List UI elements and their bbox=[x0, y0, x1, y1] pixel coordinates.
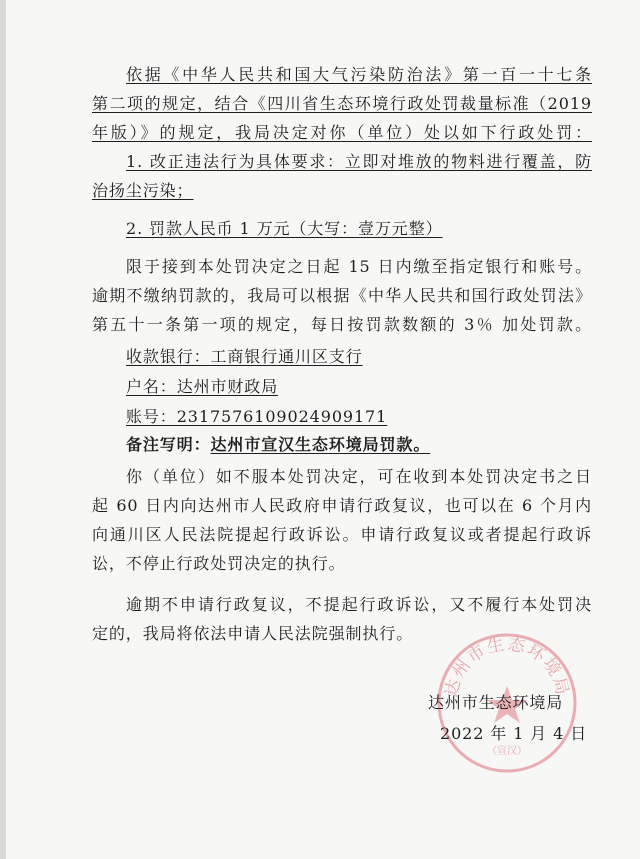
basis-text-2: 第二项的规定，结合《四川省生态环境行政处罚裁量标准（2019 bbox=[92, 94, 592, 113]
appeal-line3: 向通川区人民法院提起行政诉讼。申请行政复议或者提起行政诉 bbox=[92, 525, 592, 544]
para-basis-line2 bbox=[92, 89, 592, 118]
penalty-item-1-line1 bbox=[126, 147, 592, 176]
signer-name: 达州市生态环境局 bbox=[428, 693, 564, 712]
account-name bbox=[126, 372, 592, 401]
appeal-line2: 起 60 日内向达州市人民政府申请行政复议，也可以在 6 个月内 bbox=[92, 496, 592, 515]
account-name-text: 户名：达州市财政局 bbox=[126, 377, 279, 396]
appeal-line4: 讼，不停止行政处罚决定的执行。 bbox=[92, 554, 346, 573]
bank-name bbox=[126, 342, 592, 371]
seal-arc-text: 达州市生态环境局 bbox=[441, 634, 573, 699]
penalty-item-1-line2 bbox=[92, 176, 592, 205]
penalty-item-2 bbox=[126, 214, 592, 243]
appeal-line1: 你（单位）如不服本处罚决定，可在收到本处罚决定书之日 bbox=[126, 467, 592, 486]
account-number-text: 账号：2317576109024909171 bbox=[126, 407, 388, 426]
payment-line2: 逾期不缴纳罚款的，我局可以根据《中华人民共和国行政处罚法》 bbox=[92, 286, 592, 305]
scan-edge-mark bbox=[0, 0, 6, 859]
issue-date: 2022 年 1 月 4 日 bbox=[440, 724, 588, 743]
penalty-item-2-text: 2. 罚款人民币 1 万元（大写：壹万元整） bbox=[126, 219, 443, 238]
remark-label: 备注写明： bbox=[126, 435, 211, 454]
enforcement-line1: 逾期不申请行政复议，不提起行政诉讼，又不履行本处罚决 bbox=[126, 595, 592, 614]
payment-line1: 限于接到本处罚决定之日起 15 日内缴至指定银行和账号。 bbox=[126, 257, 592, 276]
bank-name-text: 收款银行：工商银行通川区支行 bbox=[126, 347, 363, 366]
para-basis-line3 bbox=[92, 118, 592, 147]
penalty-item-1-text-2: 治扬尘污染； bbox=[92, 181, 194, 200]
remark-value: 达州市宣汉生态环境局罚款。 bbox=[210, 435, 431, 454]
account-number bbox=[126, 402, 592, 431]
penalty-item-1-text: 1. 改正违法行为具体要求：立即对堆放的物料进行覆盖，防 bbox=[126, 152, 592, 171]
para-basis-line1 bbox=[126, 60, 592, 89]
enforcement-line2: 定的，我局将依法申请人民法院强制执行。 bbox=[92, 624, 414, 643]
seal-sub-text: （宣汉） bbox=[487, 746, 527, 757]
basis-text: 依据《中华人民共和国大气污染防治法》第一百一十七条 bbox=[126, 65, 592, 84]
basis-text-3: 年版）》的规定，我局决定对你（单位）处以如下行政处罚： bbox=[92, 123, 592, 142]
payment-line3: 第五十一条第一项的规定，每日按罚款数额的 3％ 加处罚款。 bbox=[92, 315, 592, 334]
remark-line bbox=[126, 430, 592, 459]
